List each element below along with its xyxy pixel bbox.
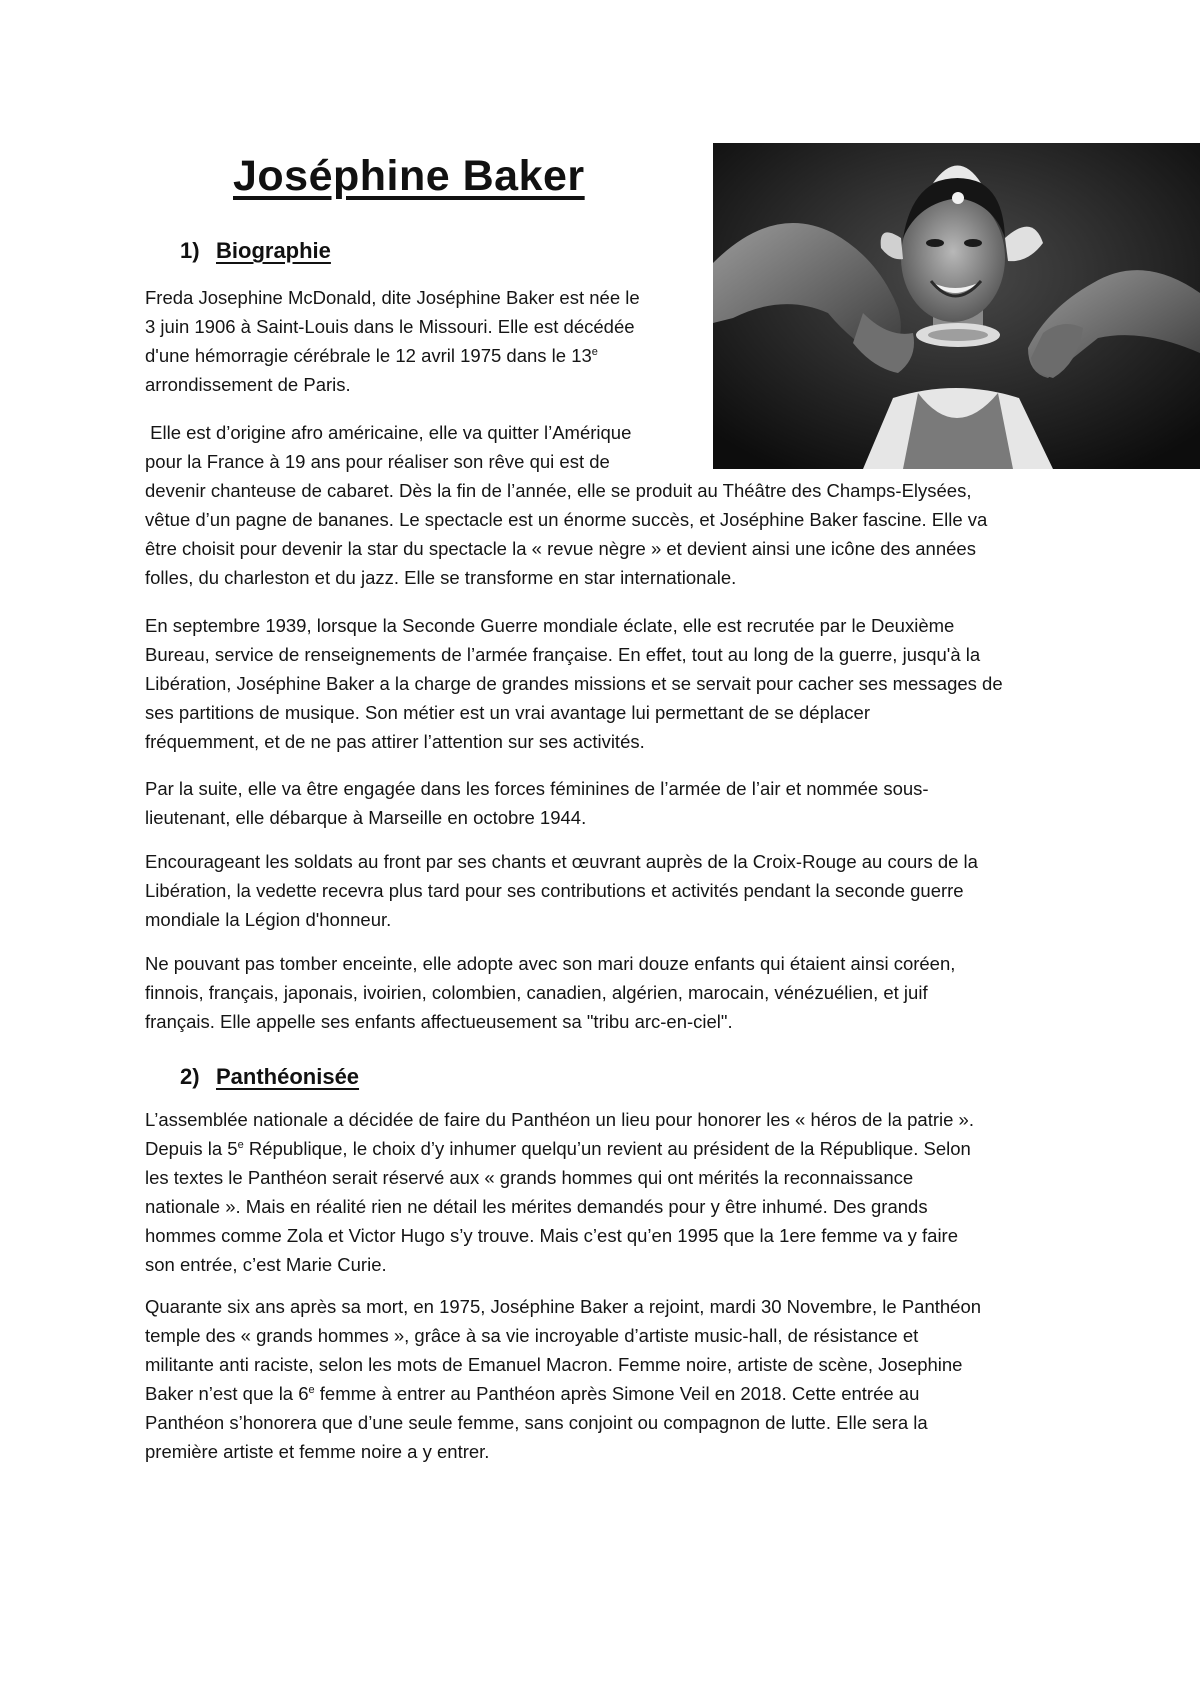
text-line: Libération, Joséphine Baker a la charge de grandes missions et se servait pour cacher ses messages de <box>145 673 1003 694</box>
page-title: Joséphine Baker <box>233 152 585 200</box>
superscript: e <box>308 1384 315 1396</box>
text-line <box>145 1379 1065 1408</box>
text-fragment: République, le choix d’y inhumer quelqu’un revient au président de la République. Selon <box>243 1138 971 1159</box>
text-line: mondiale la Légion d'honneur. <box>145 909 392 930</box>
text-line: Par la suite, elle va être engagée dans les forces féminines de l’armée de l’air et nommée sous- <box>145 778 929 799</box>
text-line: Ne pouvant pas tomber enceinte, elle adopte avec son mari douze enfants qui étaient ainsi coréen, <box>145 953 956 974</box>
text-line: arrondissement de Paris. <box>145 374 351 395</box>
text-line: Quarante six ans après sa mort, en 1975, Joséphine Baker a rejoint, mardi 30 Novembre, le Panthéon <box>145 1296 982 1317</box>
paragraph-children <box>145 949 1065 1036</box>
text-line: finnois, français, japonais, ivoirien, colombien, canadien, algérien, marocain, vénézuélien, et juif <box>145 982 928 1003</box>
text-line: fréquemment, et de ne pas attirer l’attention sur ses activités. <box>145 731 645 752</box>
text-line: Bureau, service de renseignements de l’armée française. En effet, tout au long de la guerre, jusqu'à la <box>145 644 981 665</box>
section-number: 1) <box>180 238 200 263</box>
section-heading-biographie <box>180 238 331 264</box>
text-line: français. Elle appelle ses enfants affectueusement sa "tribu arc-en-ciel". <box>145 1011 733 1032</box>
text-line: vêtue d’un pagne de bananes. Le spectacle est un énorme succès, et Joséphine Baker fascine. Elle va <box>145 509 988 530</box>
text-line: Elle est d’origine afro américaine, elle va quitter l’Amérique <box>145 422 632 443</box>
paragraph-birth <box>145 283 705 399</box>
text-line: hommes comme Zola et Victor Hugo s’y trouve. Mais c’est qu’en 1995 que la 1ere femme va y faire <box>145 1225 958 1246</box>
text-fragment: Depuis la 5 <box>145 1138 238 1159</box>
document-page <box>145 0 1065 1698</box>
text-line: En septembre 1939, lorsque la Seconde Guerre mondiale éclate, elle est recrutée par le Deuxième <box>145 615 955 636</box>
paragraph-air-force <box>145 774 1065 832</box>
text-line: nationale ». Mais en réalité rien ne détail les mérites demandés pour y être inhumé. Des grands <box>145 1196 928 1217</box>
text-line: militante anti raciste, selon les mots de Emanuel Macron. Femme noire, artiste de scène, Josephine <box>145 1354 963 1375</box>
text-line: temple des « grands hommes », grâce à sa vie incroyable d’artiste music-hall, de résistance et <box>145 1325 919 1346</box>
text-line: Libération, la vedette recevra plus tard pour ses contributions et activités pendant la seconde guerre <box>145 880 964 901</box>
text-fragment: femme à entrer au Panthéon après Simone Veil en 2018. Cette entrée au <box>314 1383 920 1404</box>
text-line: Panthéon s’honorera que d’une seule femme, sans conjoint ou compagnon de lutte. Elle sera la <box>145 1412 928 1433</box>
superscript: e <box>591 346 598 358</box>
text-line: folles, du charleston et du jazz. Elle se transforme en star internationale. <box>145 567 737 588</box>
text-line: Encourageant les soldats au front par ses chants et œuvrant auprès de la Croix-Rouge au cours de la <box>145 851 978 872</box>
text-line: devenir chanteuse de cabaret. Dès la fin de l’année, elle se produit au Théâtre des Champs-Elysées, <box>145 480 972 501</box>
paragraph-entry <box>145 1292 1065 1466</box>
section-title: Biographie <box>216 238 331 263</box>
text-line: son entrée, c’est Marie Curie. <box>145 1254 387 1275</box>
text-line: pour la France à 19 ans pour réaliser son rêve qui est de <box>145 451 610 472</box>
section-heading-pantheonisee <box>180 1064 359 1090</box>
text-fragment: Baker n’est que la 6 <box>145 1383 309 1404</box>
text-fragment: d'une hémorragie cérébrale le 12 avril 1975 dans le 13 <box>145 345 592 366</box>
paragraph-origin <box>145 418 1065 592</box>
text-line: première artiste et femme noire a y entrer. <box>145 1441 490 1462</box>
section-title: Panthéonisée <box>216 1064 360 1089</box>
text-line <box>145 341 705 370</box>
text-line: être choisit pour devenir la star du spectacle la « revue nègre » et devient ainsi une icône des années <box>145 538 976 559</box>
text-line: les textes le Panthéon serait réservé aux « grands hommes qui ont mérités la reconnaissance <box>145 1167 914 1188</box>
paragraph-pantheon <box>145 1105 1065 1279</box>
text-line: ses partitions de musique. Son métier est un vrai avantage lui permettant de se déplacer <box>145 702 870 723</box>
paragraph-honours <box>145 847 1065 934</box>
text-line: 3 juin 1906 à Saint-Louis dans le Missouri. Elle est décédée <box>145 316 635 337</box>
text-line <box>145 1134 1065 1163</box>
superscript: e <box>237 1139 244 1151</box>
text-line: lieutenant, elle débarque à Marseille en octobre 1944. <box>145 807 587 828</box>
text-line: Freda Josephine McDonald, dite Joséphine Baker est née le <box>145 287 640 308</box>
text-line: L’assemblée nationale a décidée de faire du Panthéon un lieu pour honorer les « héros de la patrie ». <box>145 1109 974 1130</box>
paragraph-war <box>145 611 1065 756</box>
section-number: 2) <box>180 1064 200 1089</box>
